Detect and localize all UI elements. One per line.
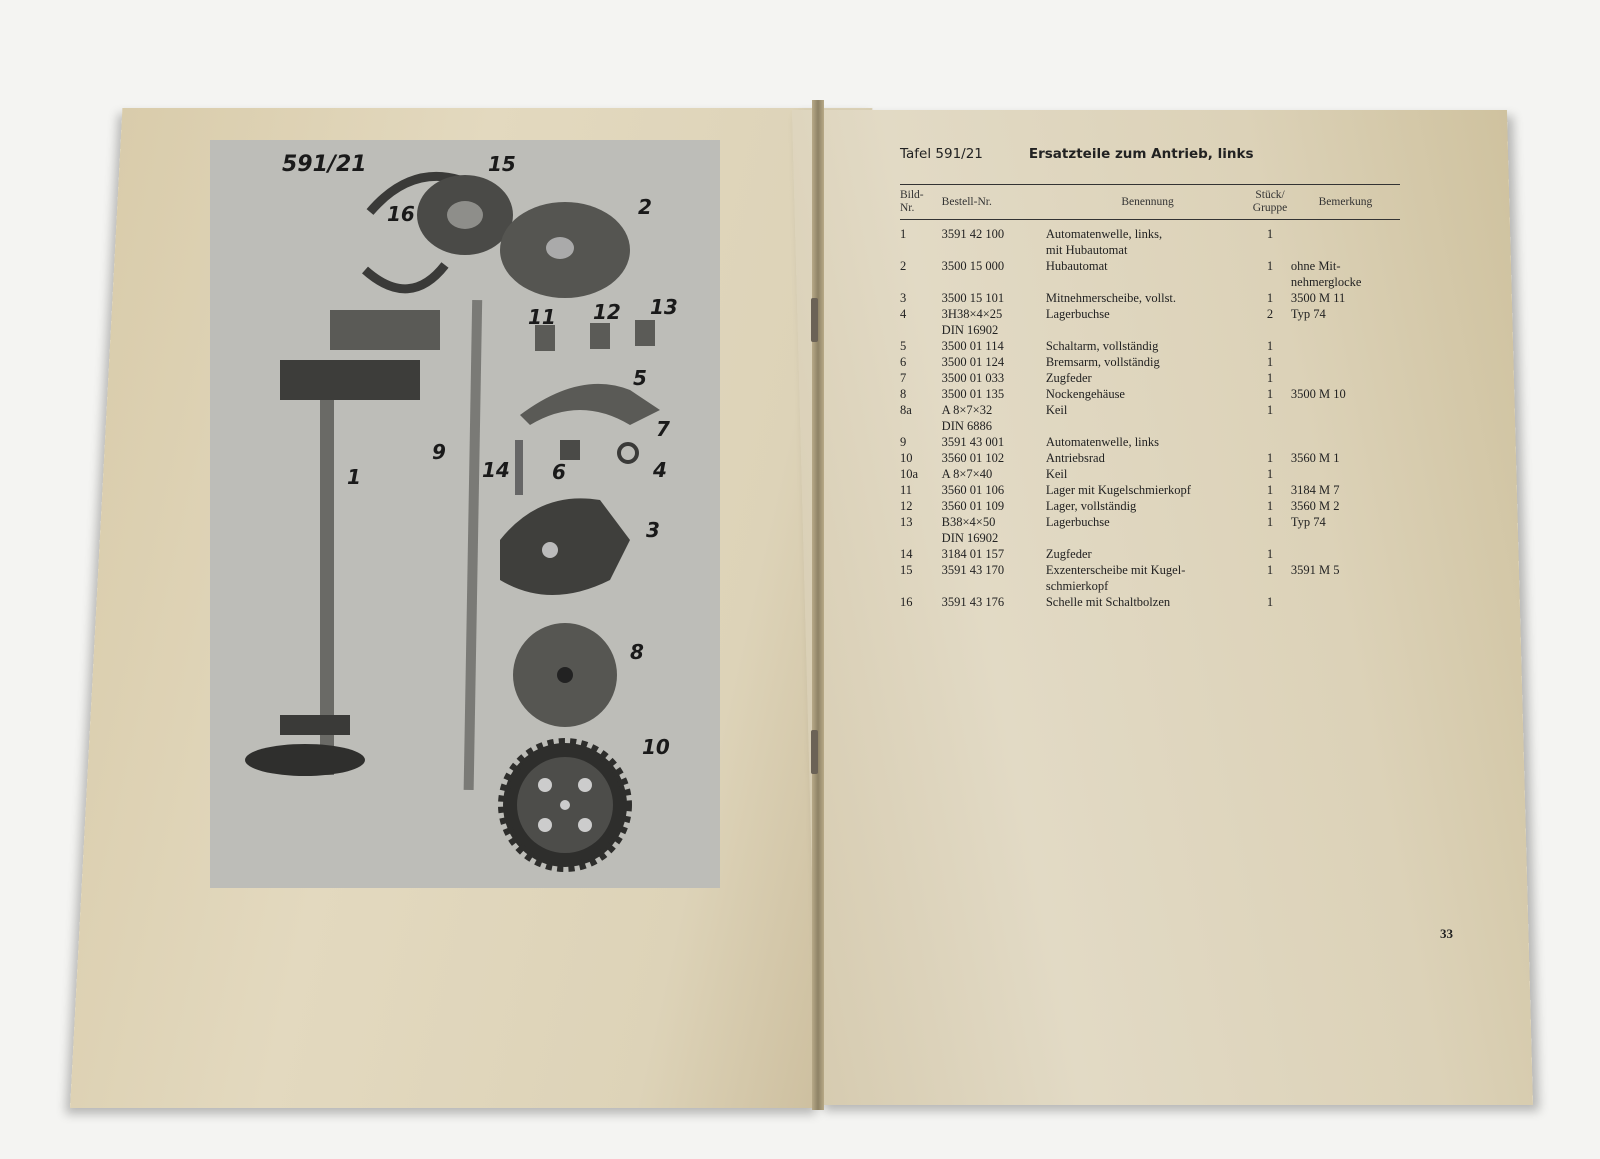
header-stueck: Stück/ Gruppe <box>1252 189 1288 214</box>
row-benennung: Keil <box>1045 467 1068 481</box>
callout-6: 6 <box>552 460 566 484</box>
table-body <box>900 226 1400 610</box>
row-stueck: 1 <box>1266 227 1274 241</box>
row-benennung: Hubautomat <box>1045 259 1108 273</box>
row-benennung: Schelle mit Schaltbolzen <box>1045 595 1171 609</box>
cam-plate-part <box>500 498 630 595</box>
row-nr: 15 <box>900 563 913 577</box>
row-bestell-nr: B38×4×50 DIN 16902 <box>941 515 999 545</box>
row-benennung: Keil <box>1045 403 1068 417</box>
row-bemerkung <box>1291 466 1400 482</box>
row-bemerkung: ohne Mit- nehmerglocke <box>1290 259 1362 289</box>
table-row <box>900 562 1400 594</box>
table-row <box>900 594 1400 610</box>
row-stueck: 1 <box>1266 339 1274 353</box>
row-bemerkung: 3591 M 5 <box>1290 563 1340 577</box>
row-bemerkung <box>1291 594 1400 610</box>
row-nr: 10a <box>900 467 919 481</box>
row-bemerkung: Typ 74 <box>1290 515 1326 529</box>
row-stueck: 1 <box>1266 291 1274 305</box>
row-nr: 10 <box>900 451 913 465</box>
row-benennung: Lager mit Kugelschmierkopf <box>1045 483 1191 497</box>
row-bemerkung <box>1291 354 1400 370</box>
gear-part <box>245 744 365 776</box>
row-nr: 1 <box>900 227 907 241</box>
row-bemerkung: 3500 M 11 <box>1290 291 1346 305</box>
switch-arm-part <box>520 384 660 425</box>
callout-14: 14 <box>482 458 510 482</box>
row-bestell-nr: 3560 01 109 <box>941 499 1005 513</box>
row-bestell-nr: 3500 01 033 <box>941 371 1005 385</box>
row-nr: 8a <box>900 403 912 417</box>
header-benennung: Benennung <box>1121 195 1174 208</box>
callout-16: 16 <box>387 202 415 226</box>
row-stueck: 2 <box>1266 307 1274 321</box>
row-bestell-nr: 3500 01 124 <box>941 355 1005 369</box>
row-stueck: 1 <box>1266 467 1274 481</box>
row-benennung: Zugfeder <box>1045 371 1092 385</box>
row-bestell-nr: 3560 01 106 <box>941 483 1005 497</box>
callout-2: 2 <box>638 195 652 219</box>
row-stueck: 1 <box>1266 515 1274 529</box>
row-bemerkung: 3560 M 1 <box>1290 451 1340 465</box>
row-bemerkung <box>1291 546 1400 562</box>
table-row <box>900 258 1400 290</box>
row-benennung: Lagerbuchse <box>1045 307 1110 321</box>
row-nr: 14 <box>900 547 913 561</box>
row-bestell-nr: 3591 43 176 <box>941 595 1005 609</box>
row-stueck <box>1249 434 1291 450</box>
row-nr: 6 <box>900 355 907 369</box>
parts-illustration <box>210 140 720 888</box>
table-row <box>900 306 1400 338</box>
callout-8: 8 <box>630 640 644 664</box>
row-bemerkung: 3500 M 10 <box>1290 387 1346 401</box>
tafel-label: Tafel 591/21 <box>900 146 983 162</box>
table-row <box>900 370 1400 386</box>
row-benennung: Antriebsrad <box>1045 451 1105 465</box>
callout-7: 7 <box>656 417 670 441</box>
row-bemerkung: Typ 74 <box>1290 307 1326 321</box>
row-bemerkung <box>1291 370 1400 386</box>
row-bemerkung: 3560 M 2 <box>1290 499 1340 513</box>
table-row <box>900 514 1400 546</box>
parts-photo <box>210 140 720 888</box>
row-bemerkung <box>1291 402 1400 434</box>
table-row <box>900 450 1400 466</box>
row-nr: 8 <box>900 387 907 401</box>
row-bestell-nr: 3500 15 000 <box>941 259 1005 273</box>
row-nr: 7 <box>900 371 907 385</box>
row-benennung: Bremsarm, vollständig <box>1045 355 1160 369</box>
row-benennung: Nockengehäuse <box>1045 387 1125 401</box>
table-row <box>900 386 1400 402</box>
row-stueck: 1 <box>1266 387 1274 401</box>
row-benennung: Lager, vollständig <box>1045 499 1137 513</box>
row-benennung: Automatenwelle, links <box>1045 435 1160 449</box>
callout-11: 11 <box>528 305 556 329</box>
parts-list <box>900 146 1400 610</box>
table-row <box>900 482 1400 498</box>
row-bemerkung <box>1291 226 1400 258</box>
row-nr: 11 <box>900 483 913 497</box>
row-stueck: 1 <box>1266 483 1274 497</box>
plate-label: 591/21 <box>282 152 367 177</box>
staple-bottom <box>811 730 818 774</box>
row-benennung: Schaltarm, vollständig <box>1045 339 1159 353</box>
row-bestell-nr: 3H38×4×25 DIN 16902 <box>941 307 1003 337</box>
sheet-title <box>900 146 1400 162</box>
table-row <box>900 226 1400 258</box>
row-stueck: 1 <box>1266 259 1274 273</box>
table-row <box>900 466 1400 482</box>
callout-3: 3 <box>646 518 660 542</box>
row-bemerkung <box>1291 434 1400 450</box>
row-nr: 3 <box>900 291 907 305</box>
table-row <box>900 338 1400 354</box>
row-bestell-nr: 3591 43 170 <box>941 563 1005 577</box>
spine <box>812 100 824 1110</box>
row-bestell-nr: 3500 15 101 <box>941 291 1005 305</box>
header-bild-nr: Bild- Nr. <box>900 189 924 214</box>
table-row <box>900 290 1400 306</box>
row-stueck: 1 <box>1266 403 1274 417</box>
row-bestell-nr: 3500 01 114 <box>941 339 1004 353</box>
row-benennung: Exzenterscheibe mit Kugel- schmierkopf <box>1045 563 1186 593</box>
spring-part <box>515 440 523 495</box>
row-stueck: 1 <box>1266 451 1274 465</box>
callout-1: 1 <box>347 465 361 489</box>
row-stueck: 1 <box>1266 371 1274 385</box>
table-row <box>900 434 1400 450</box>
row-stueck: 1 <box>1266 595 1274 609</box>
row-bestell-nr: 3591 43 001 <box>941 435 1005 449</box>
callout-13: 13 <box>650 295 678 319</box>
row-nr: 12 <box>900 499 913 513</box>
row-nr: 13 <box>900 515 913 529</box>
table-header <box>900 185 1400 219</box>
row-bestell-nr: 3500 01 135 <box>941 387 1005 401</box>
row-benennung: Mitnehmerscheibe, vollst. <box>1045 291 1177 305</box>
table-row <box>900 354 1400 370</box>
row-nr: 9 <box>900 435 907 449</box>
long-shaft-part <box>464 300 483 790</box>
row-stueck: 1 <box>1266 499 1274 513</box>
callout-5: 5 <box>633 366 647 390</box>
callout-12: 12 <box>593 300 621 324</box>
row-benennung: Lagerbuchse <box>1045 515 1110 529</box>
table-row <box>900 498 1400 514</box>
header-bemerkung: Bemerkung <box>1318 195 1373 208</box>
row-nr: 16 <box>900 595 913 609</box>
row-bemerkung <box>1291 338 1400 354</box>
row-bestell-nr: 3184 01 157 <box>941 547 1005 561</box>
header-bestell-nr: Bestell-Nr. <box>941 195 992 208</box>
row-nr: 4 <box>900 307 907 321</box>
row-stueck: 1 <box>1266 355 1274 369</box>
row-bestell-nr: A 8×7×40 <box>941 467 993 481</box>
callout-4: 4 <box>653 458 667 482</box>
row-nr: 5 <box>900 339 907 353</box>
row-stueck: 1 <box>1266 563 1274 577</box>
table-row <box>900 402 1400 434</box>
row-benennung: Zugfeder <box>1045 547 1092 561</box>
row-bestell-nr: 3591 42 100 <box>941 227 1005 241</box>
row-stueck: 1 <box>1266 547 1274 561</box>
callout-10: 10 <box>642 735 670 759</box>
row-bestell-nr: 3560 01 102 <box>941 451 1005 465</box>
row-bemerkung: 3184 M 7 <box>1290 483 1340 497</box>
callout-15: 15 <box>488 152 516 176</box>
callout-9: 9 <box>432 440 446 464</box>
table-heading: Ersatzteile zum Antrieb, links <box>1028 146 1254 162</box>
table-row <box>900 546 1400 562</box>
row-benennung: Automatenwelle, links, mit Hubautomat <box>1045 227 1163 257</box>
page-number: 33 <box>1440 926 1453 941</box>
row-nr: 2 <box>900 259 907 273</box>
staple-top <box>811 298 818 342</box>
row-bestell-nr: A 8×7×32 DIN 6886 <box>941 403 993 433</box>
